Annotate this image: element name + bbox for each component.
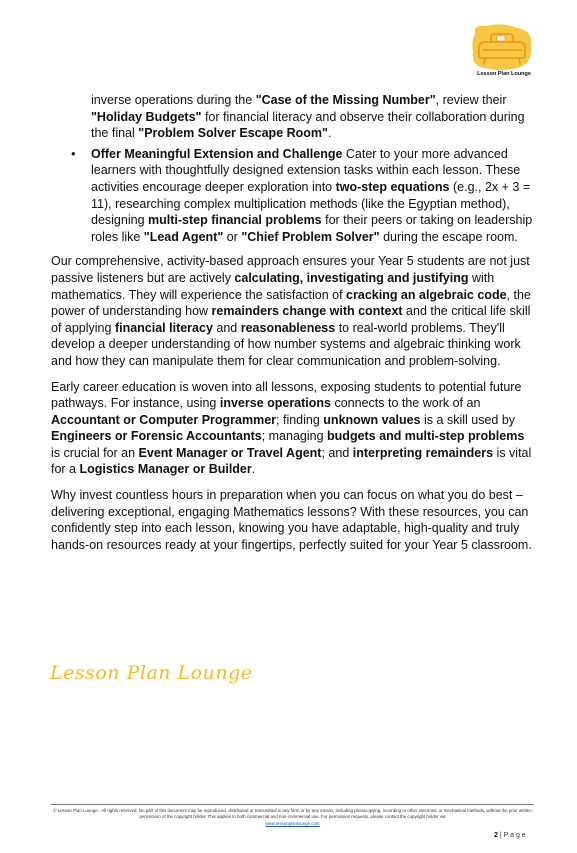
text-run: inverse operations during the bbox=[91, 93, 256, 107]
bold-text: Event Manager or Travel Agent bbox=[138, 445, 322, 460]
bullet-icon: • bbox=[71, 145, 76, 161]
bold-text: cracking an algebraic code bbox=[346, 287, 507, 302]
text-run: or bbox=[223, 229, 242, 244]
text-run: Why invest countless hours in preparation when you can focus on what you do best – delivering exceptional, engaging Mathematics lessons? With these resources, you can confidently step into each lesson, knowing you have adaptable, high-quality and truly hands-on resources ready at your fingertips, perfectly suited for your Year 5 classroom. bbox=[51, 488, 532, 552]
signature: Lesson Plan Lounge bbox=[50, 662, 253, 684]
text-run: ; managing bbox=[261, 429, 328, 444]
copyright-text: © Lesson Plan Lounge - All rights reserved. No part of this document may be reproduced, distributed or transmitted in any form or by any means, including photocopying, recording or other electronic or mechanical methods, without the prior written permission of the copyright holder. This applies to both commercial and non-commercial use. For permission requests, please contact the copyright holder via bbox=[53, 808, 532, 820]
text-run: is crucial for an bbox=[51, 445, 139, 460]
bold-text: multi-step financial problems bbox=[148, 213, 322, 228]
paragraph-careers bbox=[51, 379, 534, 479]
page-number-value: 2 bbox=[494, 832, 498, 839]
text-run: , review their bbox=[435, 93, 507, 107]
text-run: Early career education is woven into all lessons, exposing students to potential future pathways. For instance, using bbox=[51, 379, 522, 411]
bullet-list bbox=[51, 146, 534, 246]
bold-text: "Lead Agent" bbox=[143, 229, 224, 244]
list-item bbox=[51, 146, 534, 246]
paragraph-invest bbox=[51, 487, 534, 553]
text-run: ; and bbox=[321, 445, 353, 460]
bold-text: inverse operations bbox=[219, 396, 331, 411]
paragraph-approach bbox=[51, 253, 534, 369]
text-run: ; finding bbox=[276, 412, 324, 427]
text-run: . bbox=[327, 126, 332, 141]
bold-text: "Holiday Budgets" bbox=[91, 109, 202, 124]
footer-divider bbox=[51, 804, 534, 805]
bold-text: "Problem Solver Escape Room" bbox=[138, 126, 328, 141]
bold-text: Engineers or Forensic Accountants bbox=[51, 429, 262, 444]
bold-text: calculating, investigating and justifying bbox=[234, 270, 469, 285]
copyright-notice bbox=[51, 808, 534, 827]
page-number bbox=[494, 832, 526, 839]
text-run: is a skill used by bbox=[420, 412, 516, 427]
bold-text: two-step equations bbox=[335, 179, 450, 194]
continued-paragraph bbox=[91, 92, 534, 142]
text-run: during the escape room. bbox=[379, 229, 518, 244]
text-run: . bbox=[251, 462, 256, 477]
bold-text: Logistics Manager or Builder bbox=[79, 462, 252, 477]
bold-text: unknown values bbox=[323, 412, 421, 427]
page-label: P a g e bbox=[503, 832, 526, 839]
bold-text: interpreting remainders bbox=[352, 445, 494, 460]
text-run: connects to the work of an bbox=[331, 396, 481, 411]
text-run: is vital for a bbox=[51, 445, 532, 477]
text-run: , the power of understanding how bbox=[51, 287, 531, 319]
bold-text: Accountant or Computer Programmer bbox=[51, 412, 277, 427]
text-run: Our comprehensive, activity-based approach ensures your Year 5 students are not just passive listeners but are actively bbox=[51, 254, 530, 285]
document-body bbox=[51, 92, 534, 562]
brand-logo bbox=[469, 24, 535, 72]
text-run: Cater to your more advanced learners with thoughtfully designed extension tasks within each lesson. These activities encourage deeper exploration into bbox=[91, 146, 521, 194]
sofa-lounge-icon bbox=[469, 24, 535, 72]
logo-text: Lesson Plan Lounge bbox=[477, 71, 531, 77]
text-run: with mathematics. They will experience the satisfaction of bbox=[51, 270, 495, 302]
text-run: and bbox=[212, 320, 241, 335]
text-run: and the critical life skill of applying bbox=[51, 304, 531, 335]
text-run: for financial literacy and observe their collaboration during the final bbox=[91, 109, 525, 141]
bullet-text bbox=[91, 147, 532, 244]
bold-text: reasonableness bbox=[240, 320, 336, 335]
website-link[interactable]: www.lessonplanlounge.com bbox=[265, 820, 320, 826]
bold-text: financial literacy bbox=[114, 320, 213, 335]
text-run: (e.g., 2x + 3 = 11), researching complex multiplication methods (like the Egyptian method), designing bbox=[91, 179, 531, 228]
bold-text: remainders change with context bbox=[211, 304, 403, 319]
bold-text: "Case of the Missing Number" bbox=[255, 93, 436, 107]
text-run: for their peers or taking on leadership roles like bbox=[91, 213, 533, 244]
page-separator: | bbox=[499, 832, 502, 839]
bold-text: budgets and multi-step problems bbox=[327, 429, 525, 444]
bold-text: "Chief Problem Solver" bbox=[241, 229, 380, 244]
bold-text: Offer Meaningful Extension and Challenge bbox=[91, 146, 343, 161]
text-run: to real-world problems. They'll develop a deeper understanding of how number systems and algebraic thinking work and how they can manipulate them for clear communication and problem-solving. bbox=[51, 320, 521, 368]
